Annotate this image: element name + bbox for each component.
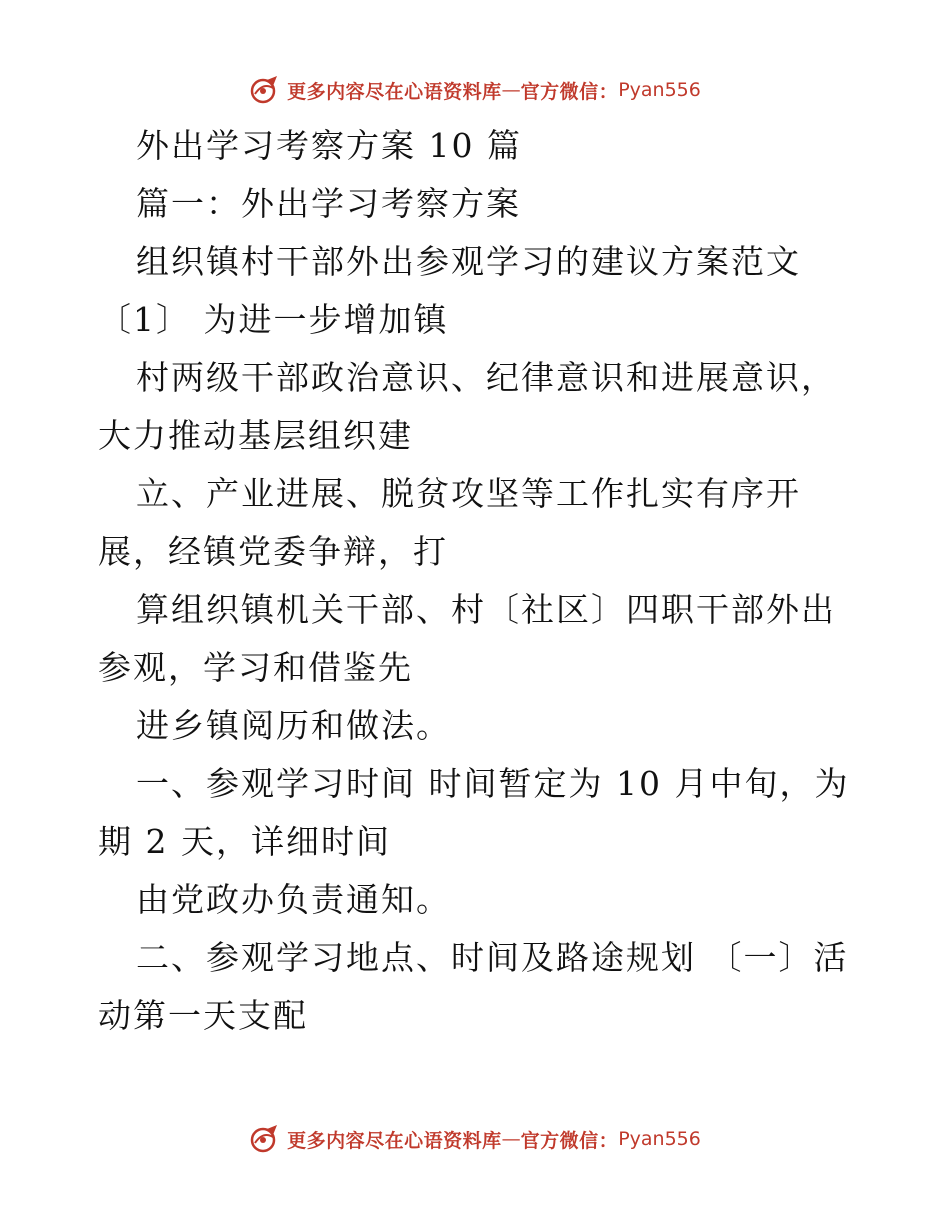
paragraph: 立、产业进展、脱贫攻坚等工作扎实有序开展，经镇党委争辩，打 xyxy=(98,474,801,571)
banner-dash: — xyxy=(501,79,521,101)
promo-text: 更多内容尽在心语资料库 xyxy=(287,80,502,103)
wechat-id: Pyan556 xyxy=(618,79,701,101)
document-body xyxy=(98,117,858,1045)
paragraph: 算组织镇机关干部、村〔社区〕四职干部外出参观，学习和借鉴先 xyxy=(98,590,836,687)
paragraph: 村两级干部政治意识、纪律意识和进展意识，大力推动基层组织建 xyxy=(98,358,836,455)
paragraph: 〔1〕 为进一步增加镇 xyxy=(98,300,449,339)
footer-watermark-banner xyxy=(0,1119,950,1159)
header-watermark-banner xyxy=(0,70,950,110)
promo-text: 更多内容尽在心语资料库 xyxy=(287,1129,502,1152)
paragraph: 一、参观学习时间 时间暂定为 10 月中旬，为期 2 天，详细时间 xyxy=(98,764,850,861)
pen-swirl-logo-icon xyxy=(249,1123,281,1155)
wechat-label: 官方微信： xyxy=(520,80,619,103)
paragraph: 二、参观学习地点、时间及路途规划 〔一〕活动第一天支配 xyxy=(98,938,849,1035)
document-title: 外出学习考察方案 10 篇 xyxy=(136,126,522,165)
pen-swirl-logo-icon xyxy=(249,74,281,106)
wechat-label: 官方微信： xyxy=(520,1129,619,1152)
banner-dash: — xyxy=(501,1128,521,1150)
paragraph: 篇一：外出学习考察方案 xyxy=(136,184,521,223)
wechat-id: Pyan556 xyxy=(618,1128,701,1150)
paragraph: 由党政办负责通知。 xyxy=(136,880,451,919)
paragraph: 进乡镇阅历和做法。 xyxy=(136,706,451,745)
paragraph: 组织镇村干部外出参观学习的建议方案范文 xyxy=(136,242,801,281)
